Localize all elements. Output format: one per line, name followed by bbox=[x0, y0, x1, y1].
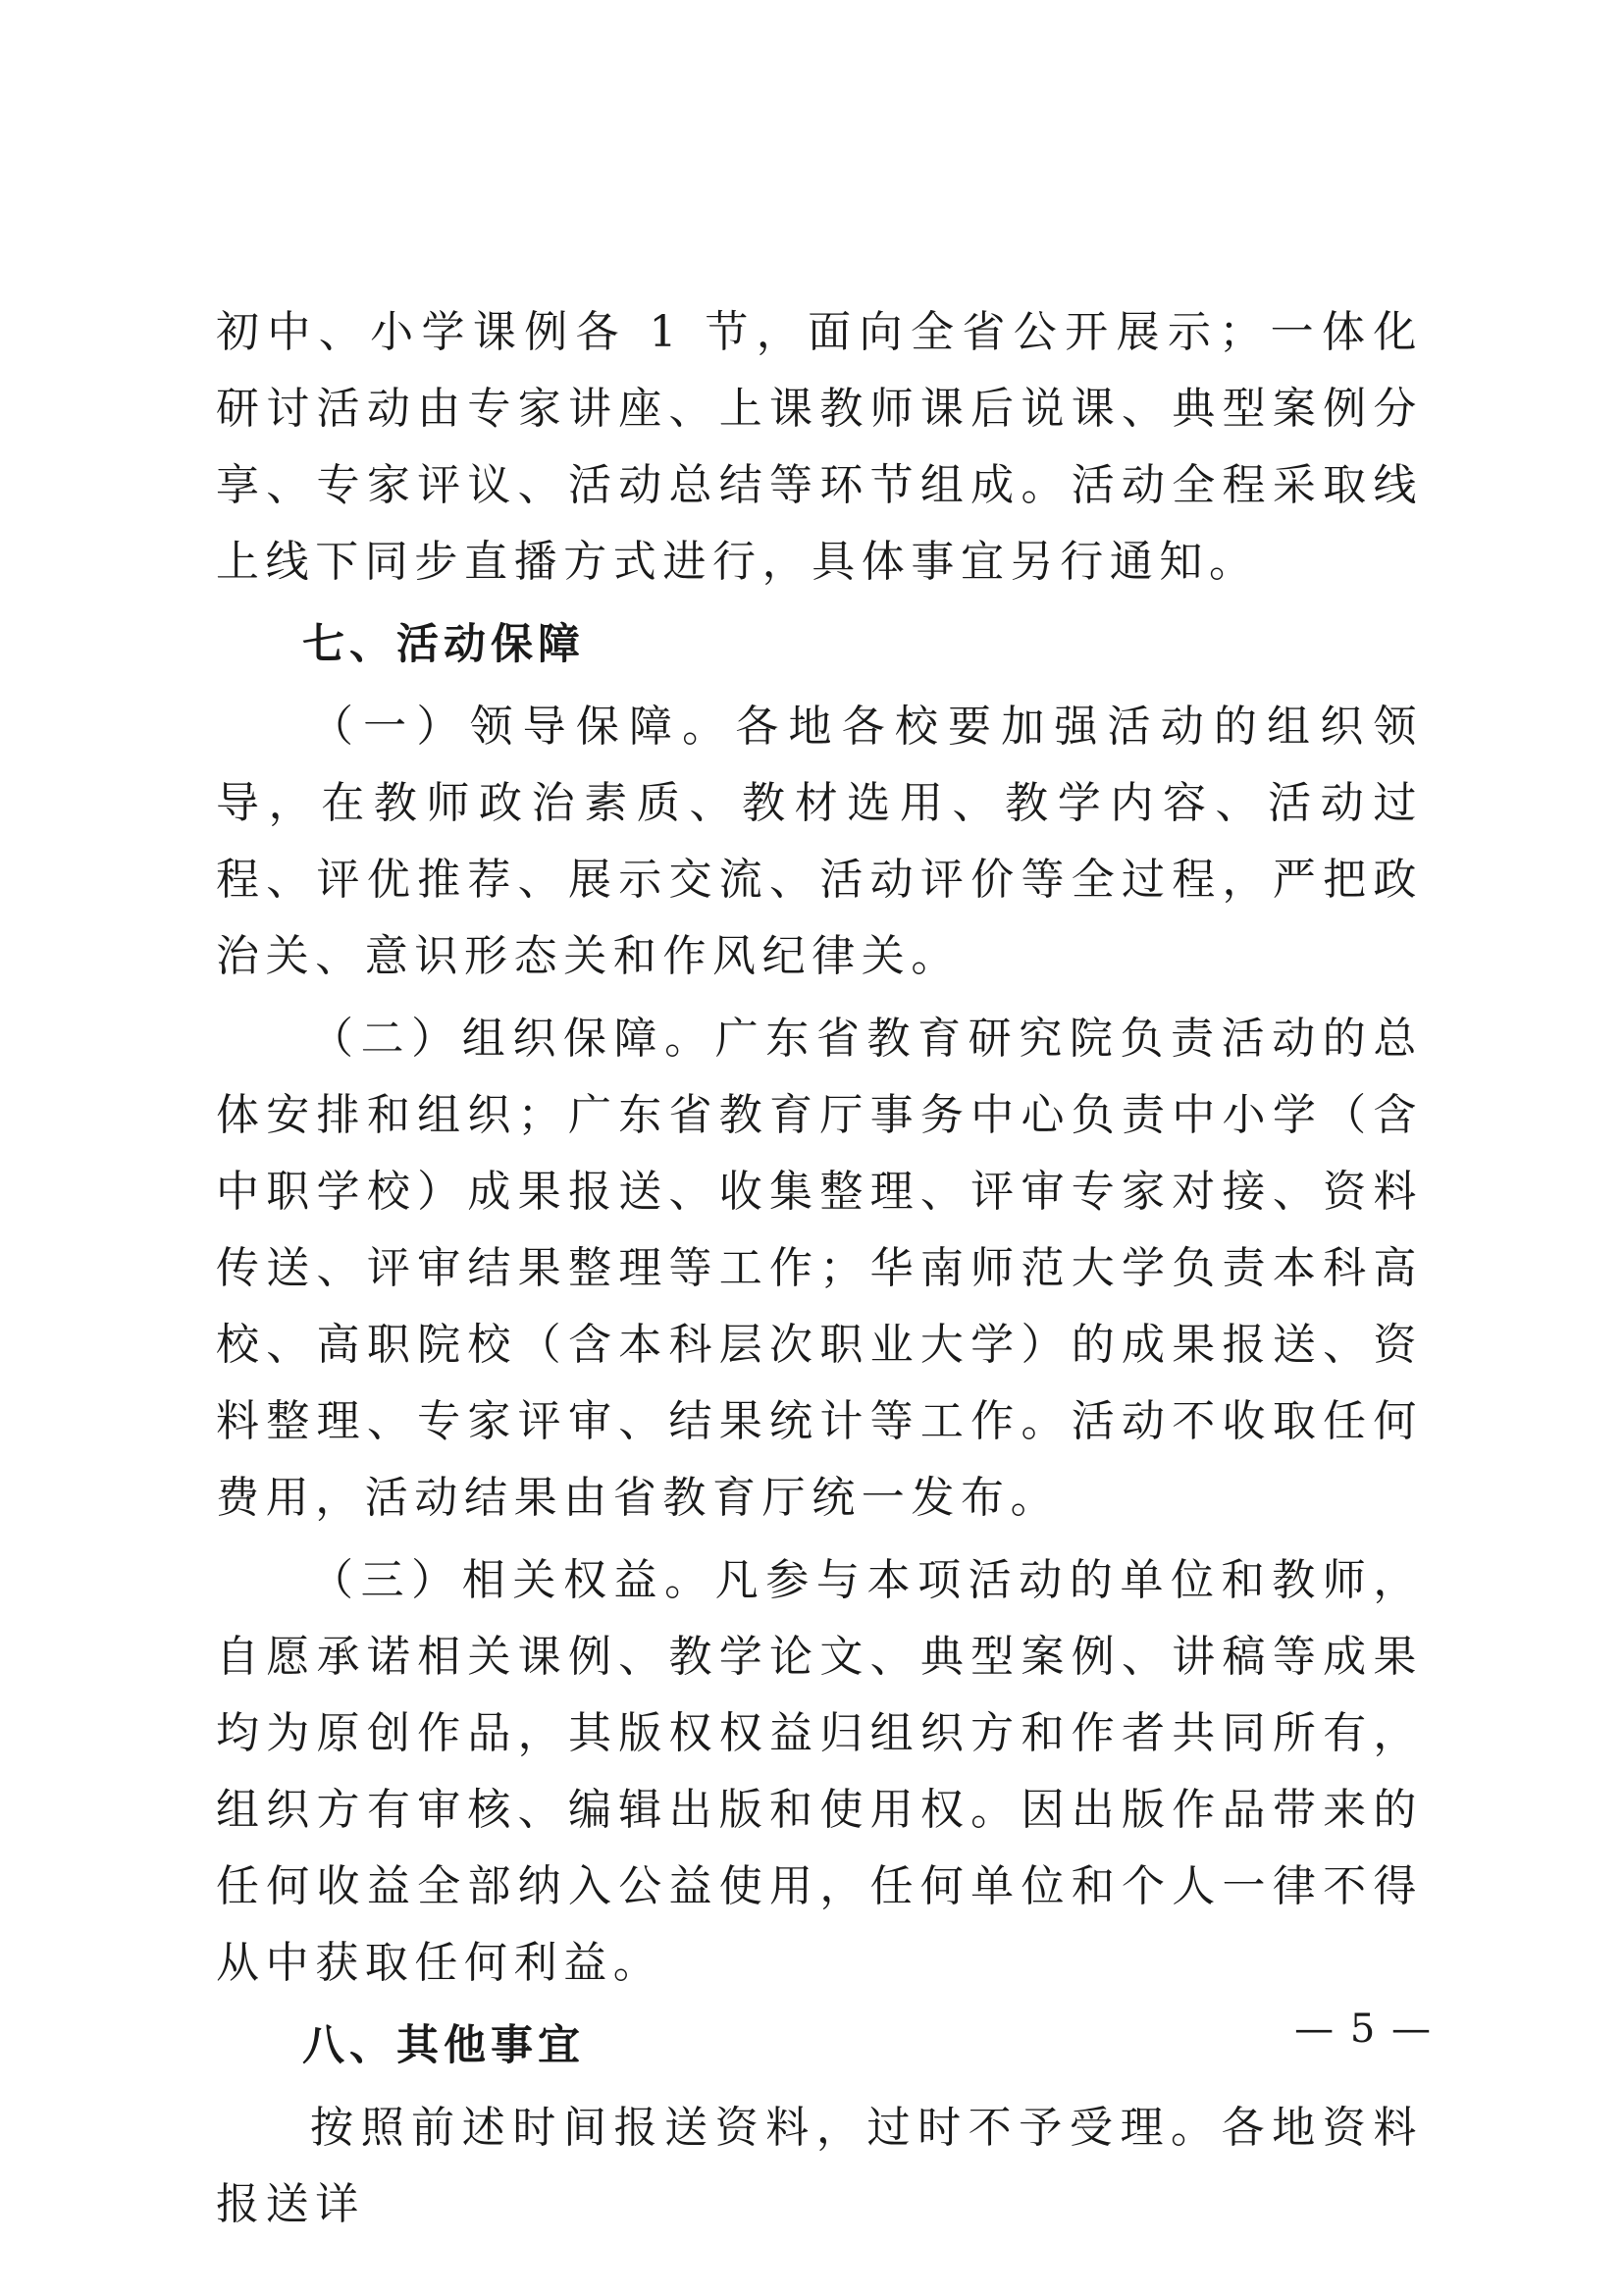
section-heading-7: 七、活动保障 bbox=[302, 620, 585, 669]
paragraph-other: 按照前述时间报送资料，过时不予受理。各地资料报送详 bbox=[216, 2103, 1423, 2229]
paragraph-leadership: （一）领导保障。各地各校要加强活动的组织领导，在教师政治素质、教材选用、教学内容、活动过程、评优推荐、展示交流、活动评价等全过程，严把政治关、意识形态关和作风纪律关。 bbox=[216, 702, 1423, 981]
page-number: — 5 — bbox=[1294, 2007, 1433, 2052]
section-heading-8: 八、其他事宜 bbox=[302, 2021, 585, 2070]
paragraph-rights: （三）相关权益。凡参与本项活动的单位和教师，自愿承诺相关课例、教学论文、典型案例、讲稿等成果均为原创作品，其版权权益归组织方和作者共同所有，组织方有审核、编辑出版和使用权。因出版作品带来的任何收益全部纳入公益使用，任何单位和个人一律不得从中获取任何利益。 bbox=[216, 1555, 1423, 1988]
paragraph-continued: 初中、小学课例各 1 节，面向全省公开展示；一体化研讨活动由专家讲座、上课教师课后说课、典型案例分享、专家评议、活动总结等环节组成。活动全程采取线上线下同步直播方式进行，具体事宜另行通知。 bbox=[216, 307, 1423, 587]
document-body bbox=[216, 294, 1423, 2243]
paragraph-organization: （二）组织保障。广东省教育研究院负责活动的总体安排和组织；广东省教育厅事务中心负责中小学（含中职学校）成果报送、收集整理、评审专家对接、资料传送、评审结果整理等工作；华南师范大学负责本科高校、高职院校（含本科层次职业大学）的成果报送、资料整理、专家评审、结果统计等工作。活动不收取任何费用，活动结果由省教育厅统一发布。 bbox=[216, 1014, 1423, 1523]
